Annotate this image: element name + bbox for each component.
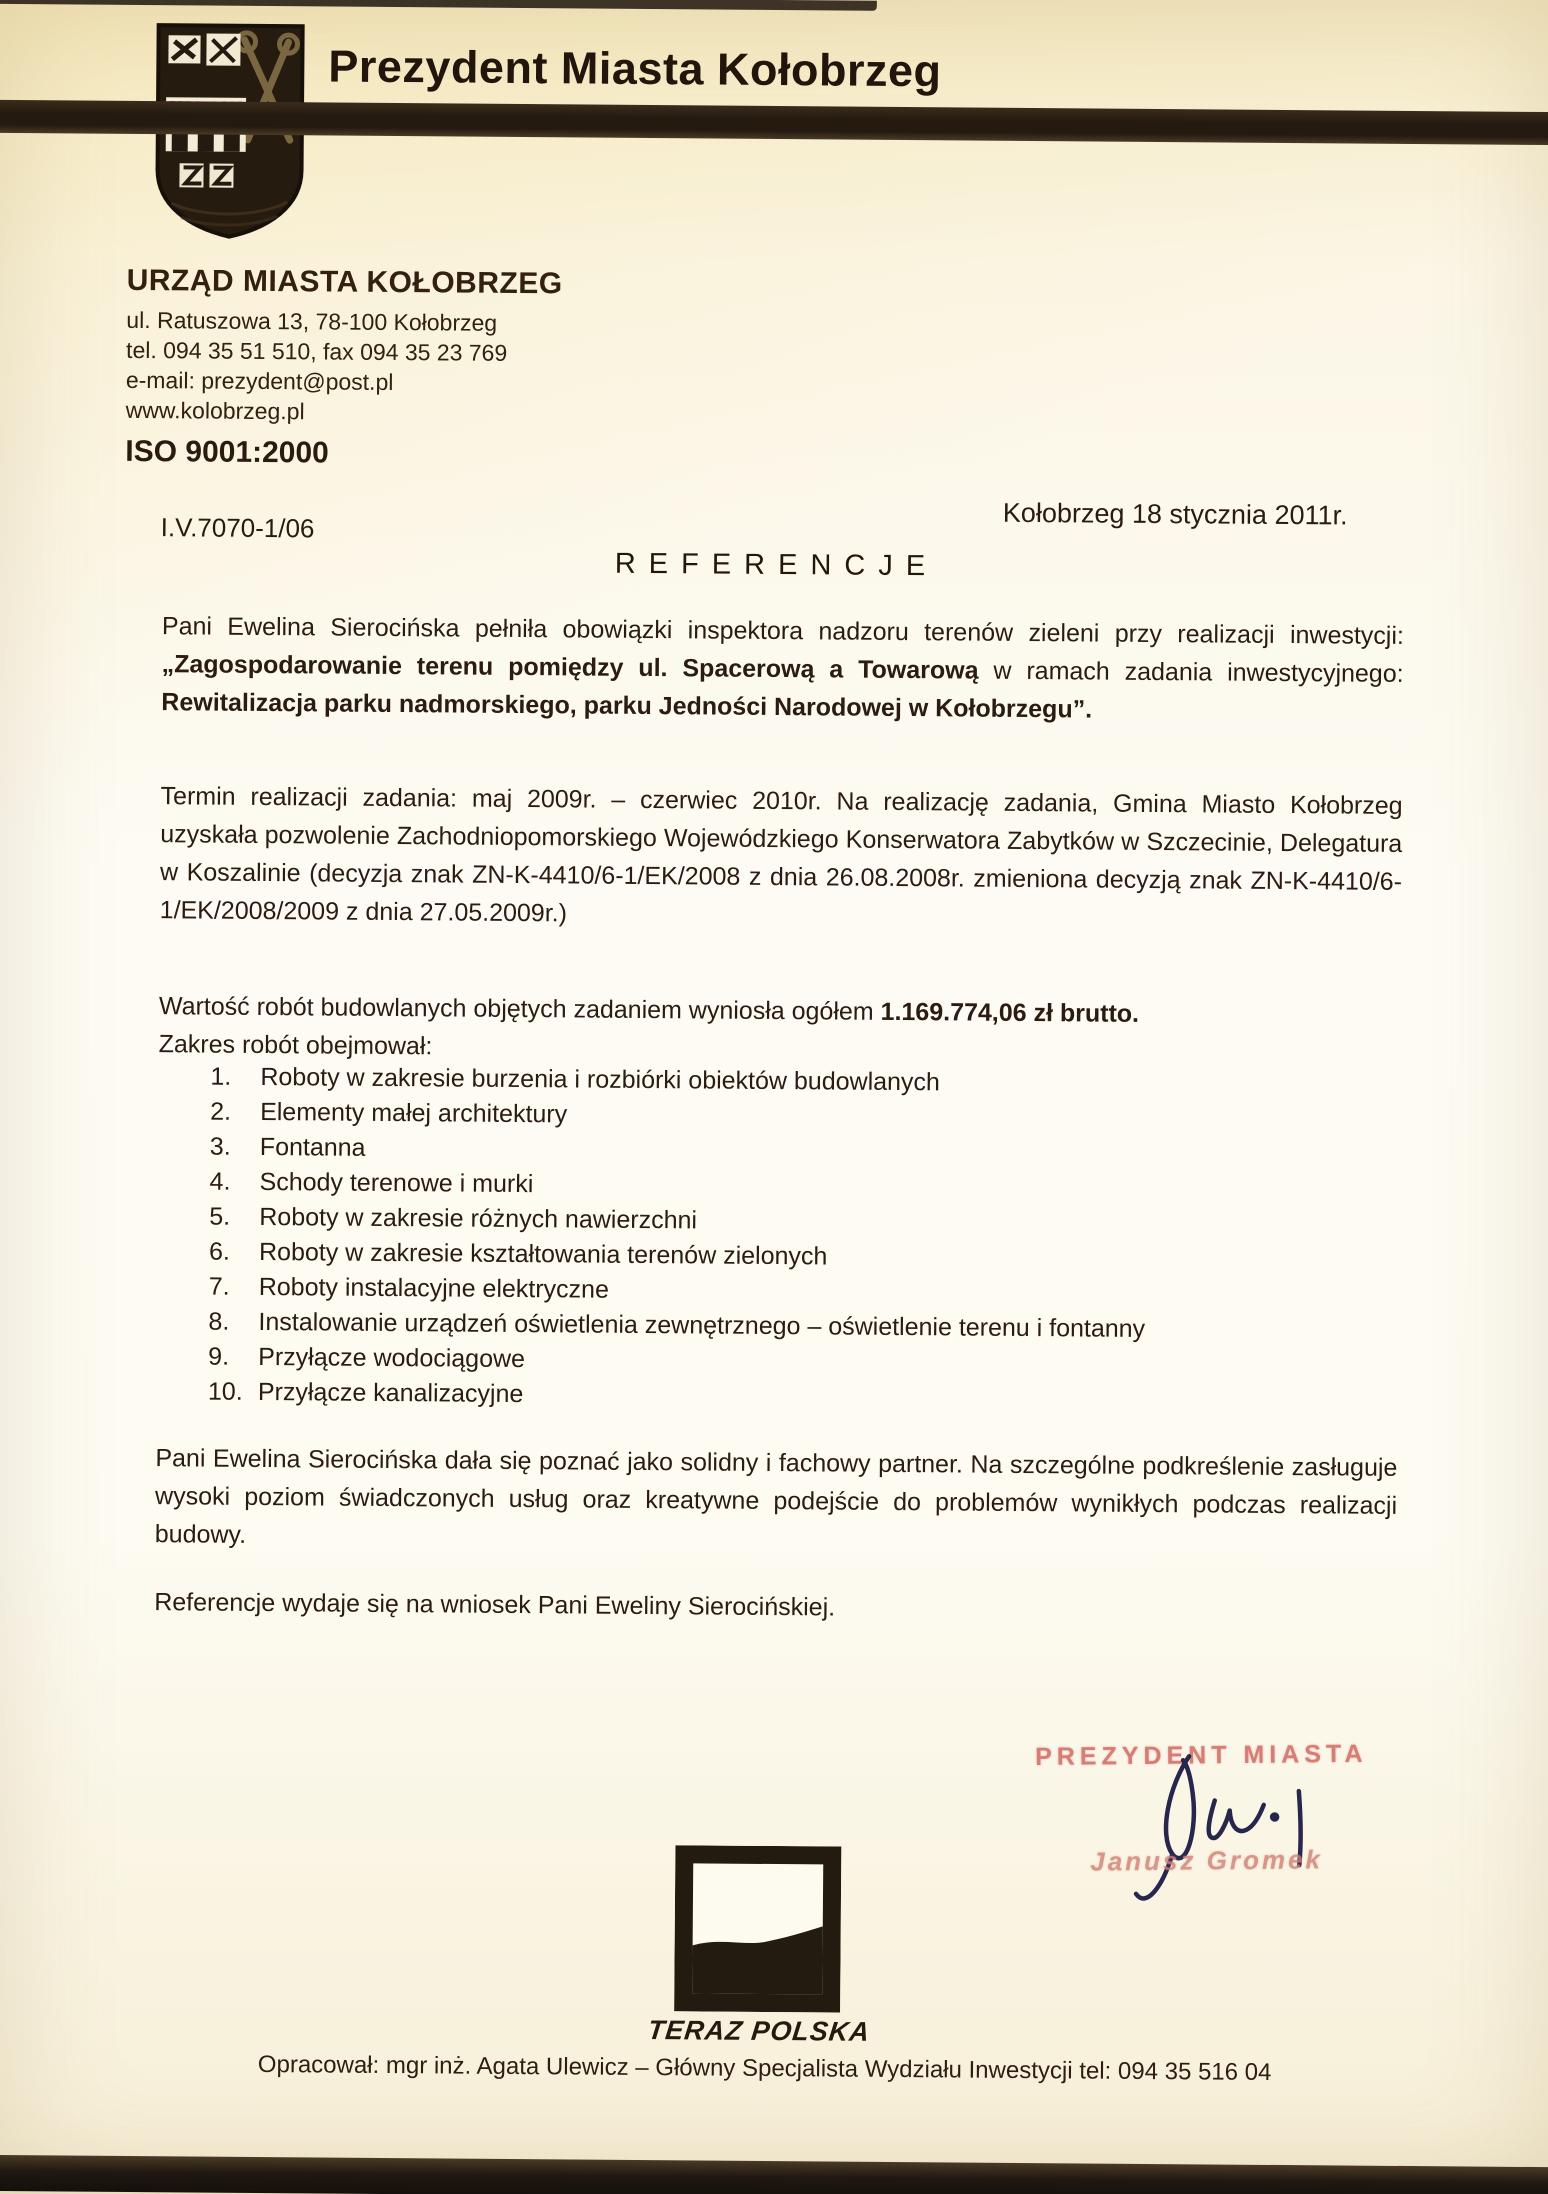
office-email: e-mail: prezydent@post.pl	[125, 366, 394, 395]
value-amount: 1.169.774,06 zł brutto.	[880, 997, 1140, 1028]
scope-label: Zakres robót obejmował:	[158, 1030, 433, 1061]
para1-investment-name: „Zagospodarowanie terenu pomiędzy ul. Spacerową a Towarową	[161, 650, 979, 685]
reference-number: I.V.7070-1/06	[160, 512, 315, 544]
stamp-signer-name: Janusz Gromek	[1090, 1844, 1324, 1877]
handwritten-signature	[1102, 1738, 1333, 1930]
list-item: Przyłącze kanalizacyjne	[257, 1377, 524, 1409]
list-item: Roboty w zakresie różnych nawierzchni	[259, 1202, 698, 1235]
para1-project-name: Rewitalizacja parku nadmorskiego, parku Jedności Narodowej w Kołobrzegu”.	[161, 688, 1093, 724]
letterhead-title: Prezydent Miasta Kołobrzeg	[328, 40, 942, 97]
teraz-polska-logo-icon	[674, 1845, 841, 2012]
list-item: Elementy małej architektury	[260, 1097, 568, 1129]
paragraph-recommendation: Pani Ewelina Sierocińska dała się poznać jako solidny i fachowy partner. Na szczególne podkreślenie zasługuje wysoki poziom świadczonych usług oraz kreatywne podejście do problemów wynikłych podczas realizacji budowy.	[154, 1444, 1398, 1549]
office-address: ul. Ratuszowa 13, 78-100 Kołobrzeg	[126, 306, 498, 336]
scope-of-works-list	[156, 1059, 1411, 1419]
office-website: www.kolobrzeg.pl	[125, 396, 305, 425]
document-title: REFERENCJE	[614, 547, 939, 583]
scan-edge-bottom	[0, 2155, 1548, 2194]
list-item: Roboty w zakresie burzenia i rozbiórki obiektów budowlanych	[260, 1062, 941, 1097]
teraz-polska-caption: TERAZ POLSKA	[646, 2015, 872, 2047]
list-item: Instalowanie urządzeń oświetlenia zewnętrznego – oświetlenie terenu i fontanny	[258, 1307, 1146, 1343]
list-item: Schody terenowe i murki	[259, 1167, 534, 1199]
list-item: Roboty w zakresie kształtowania terenów zielonych	[258, 1237, 828, 1271]
iso-certification: ISO 9001:2000	[125, 434, 329, 470]
para1-text-2: w ramach zadania inwestycyjnego:	[978, 656, 1404, 688]
scan-edge-top	[0, 0, 877, 11]
stamp-title: PREZYDENT MIASTA	[1034, 1739, 1368, 1771]
office-phone-fax: tel. 094 35 51 510, fax 094 35 23 769	[126, 336, 508, 366]
paragraph-issued-on-request: Referencje wydaje się na wniosek Pani Eweliny Sierocińskiej.	[154, 1588, 836, 1622]
paragraph-introduction	[161, 607, 1404, 731]
value-text: Wartość robót budowlanych objętych zadaniem wyniosła ogółem	[158, 992, 881, 1026]
paragraph-project-details: Termin realizacji zadania: maj 2009r. – czerwiec 2010r. Na realizację zadania, Gmina Miasto Kołobrzeg uzyskała pozwolenie Zachodniopomorskiego Wojewódzkiego Konserwatora Zabytków w Szczecinie, Delegatura w Koszalinie (decyzja znak ZN-K-4410/6-1/EK/2008 z dnia 26.08.2008r. zmieniona decyzją znak ZN-K-4410/6-1/EK/2008/2009 z dnia 27.05.2009r.)	[159, 782, 1403, 928]
para1-text: Pani Ewelina Sierocińska pełniła obowiązki inspektora nadzoru terenów zieleni przy realizacji inwestycji:	[161, 612, 1405, 650]
place-and-date: Kołobrzeg 18 stycznia 2011r.	[1002, 497, 1348, 531]
office-name: URZĄD MIASTA KOŁOBRZEG	[126, 263, 563, 301]
list-item: Przyłącze wodociągowe	[258, 1342, 526, 1374]
list-item: Roboty instalacyjne elektryczne	[258, 1272, 610, 1304]
prepared-by-line: Opracował: mgr inż. Agata Ulewicz – Główny Specjalista Wydziału Inwestycji tel: 094 35 516 04	[257, 2050, 1272, 2086]
list-item: Fontanna	[259, 1132, 366, 1162]
